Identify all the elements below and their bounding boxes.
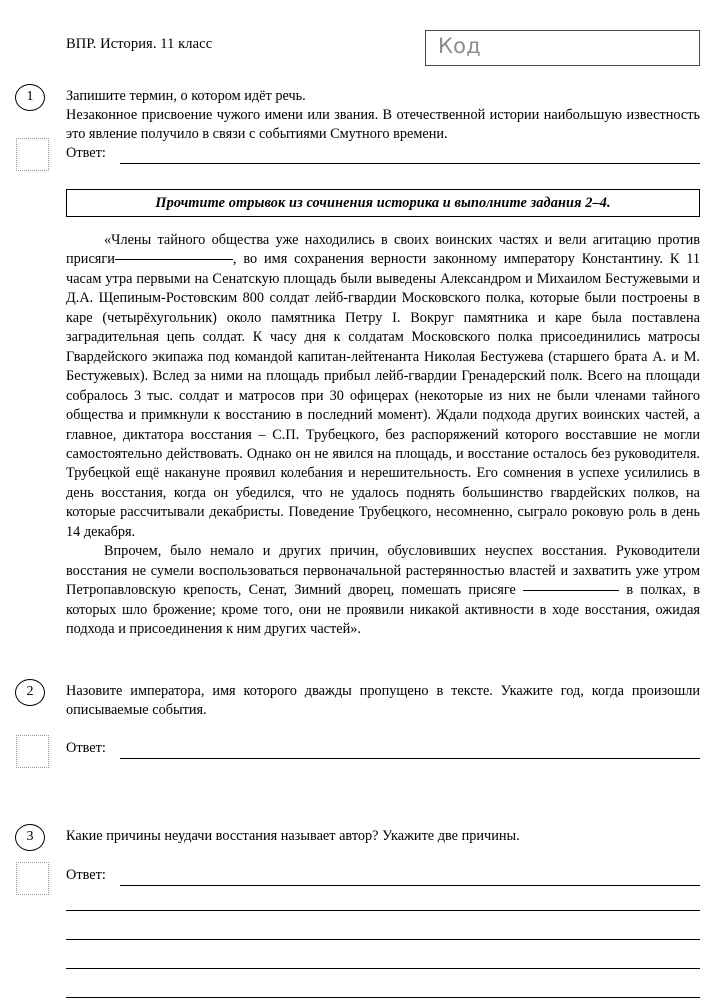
task-3-answer-label: Ответ: <box>66 867 106 883</box>
task-1-answer-line[interactable] <box>120 163 700 164</box>
passage-blank-1 <box>115 259 233 260</box>
task-3-answer-line-3[interactable] <box>66 939 700 940</box>
task-2-answer-line[interactable] <box>120 758 700 759</box>
code-placeholder-label: Код <box>438 34 481 58</box>
task-1-answer-label: Ответ: <box>66 145 106 161</box>
reading-instruction-box <box>66 189 700 217</box>
task-3-answer-line-2[interactable] <box>66 910 700 911</box>
passage-p2-text-after-gap: в полках, в которых шло брожение; кроме того, они не проявили никакой активности в ходе восстания, ожидая подхода и присоединения к ним других частей». <box>66 582 700 638</box>
reading-instruction-text: Прочтите отрывок из сочинения историка и выполните задания 2–4. <box>155 194 611 211</box>
passage-p1-text-before-gap: «Члены тайного общества уже находились в своих воинских частях и вели агитацию против присяги <box>66 232 700 268</box>
task-1-prompt-line-1: Запишите термин, о котором идёт речь. <box>66 88 306 104</box>
task-number-3: 3 <box>15 824 45 851</box>
passage-p1-text-after-gap: , во имя сохранения верности законному императору Константину. К 11 часам утра первыми на Сенатскую площадь были выведены Александром и Михаилом Бестужевыми и Д.А. Щепиным-Ростовским 800 солдат лейб-гвардии Московского полка, которые были построены в каре (четырёхугольник) около памятника Петру I. Вокруг памятника и каре была поставлена заградительная цепь солдат. К часу дня к солдатам Московского полка присоединились матросы Гвардейского экипажа под командой капитан-лейтенанта Николая Бестужева (старшего брата А. и М. Бестужевых). Вслед за ними на площадь прибыл лейб-гвардии Гренадерский полк. Всего на площади собралось 3 тыс. солдат и матросов при 30 офицерах (некоторые из них не были членами тайного общества и примкнули к восстанию в последний момент). Ждали подхода других воинских частей, а главное, диктатора восстания – С.П. Трубецкого, без распоряжений которого восставшие не могли самостоятельно действовать. Однако он не явился на площадь, и восстание осталось без руководителя. Трубецкой ещё накануне проявил колебания и нерешительность. Его сомнения в успехе усилились в день восстания, когда он убедился, что не удалось поднять большинство гвардейских полков, на которые рассчитывали декабристы. Поведение Трубецкого, несомненно, сыграло роковую роль в день 14 декабря. <box>66 251 700 540</box>
passage-paragraph-1 <box>66 231 700 542</box>
task-number-1: 1 <box>15 84 45 111</box>
task-2-score-box[interactable] <box>16 735 49 768</box>
passage-blank-2 <box>523 590 619 591</box>
task-1-score-box[interactable] <box>16 138 49 171</box>
task-3-answer-line-4[interactable] <box>66 968 700 969</box>
source-passage <box>66 231 700 640</box>
page-title: ВПР. История. 11 класс <box>66 36 213 52</box>
task-3-score-box[interactable] <box>16 862 49 895</box>
task-3-answer-line-1[interactable] <box>120 885 700 886</box>
task-2-prompt: Назовите императора, имя которого дважды пропущено в тексте. Укажите год, когда произошли описываемые события. <box>66 683 700 719</box>
task-3-prompt: Какие причины неудачи восстания называет автор? Укажите две причины. <box>66 828 520 844</box>
passage-paragraph-2 <box>66 542 700 639</box>
task-number-2: 2 <box>15 679 45 706</box>
passage-p2-text-before-gap: Впрочем, было немало и других причин, обусловивших неуспех восстания. Руководители восстания не сумели воспользоваться первоначальной растерянностью властей и захватить уже утром Петропавловскую крепость, Сенат, Зимний дворец, помешать присяге <box>66 543 700 599</box>
task-1-answer-row <box>66 145 700 165</box>
task-3-answer-row <box>66 867 700 887</box>
task-3-answer-line-5[interactable] <box>66 997 700 998</box>
page-header <box>0 30 720 74</box>
task-2-answer-row <box>66 740 700 760</box>
code-input-box[interactable] <box>425 30 700 66</box>
task-2-answer-label: Ответ: <box>66 740 106 756</box>
task-1-prompt-line-2: Незаконное присвоение чужого имени или звания. В отечественной истории наибольшую известность это явление получило в связи с событиями Смутного времени. <box>66 107 700 143</box>
